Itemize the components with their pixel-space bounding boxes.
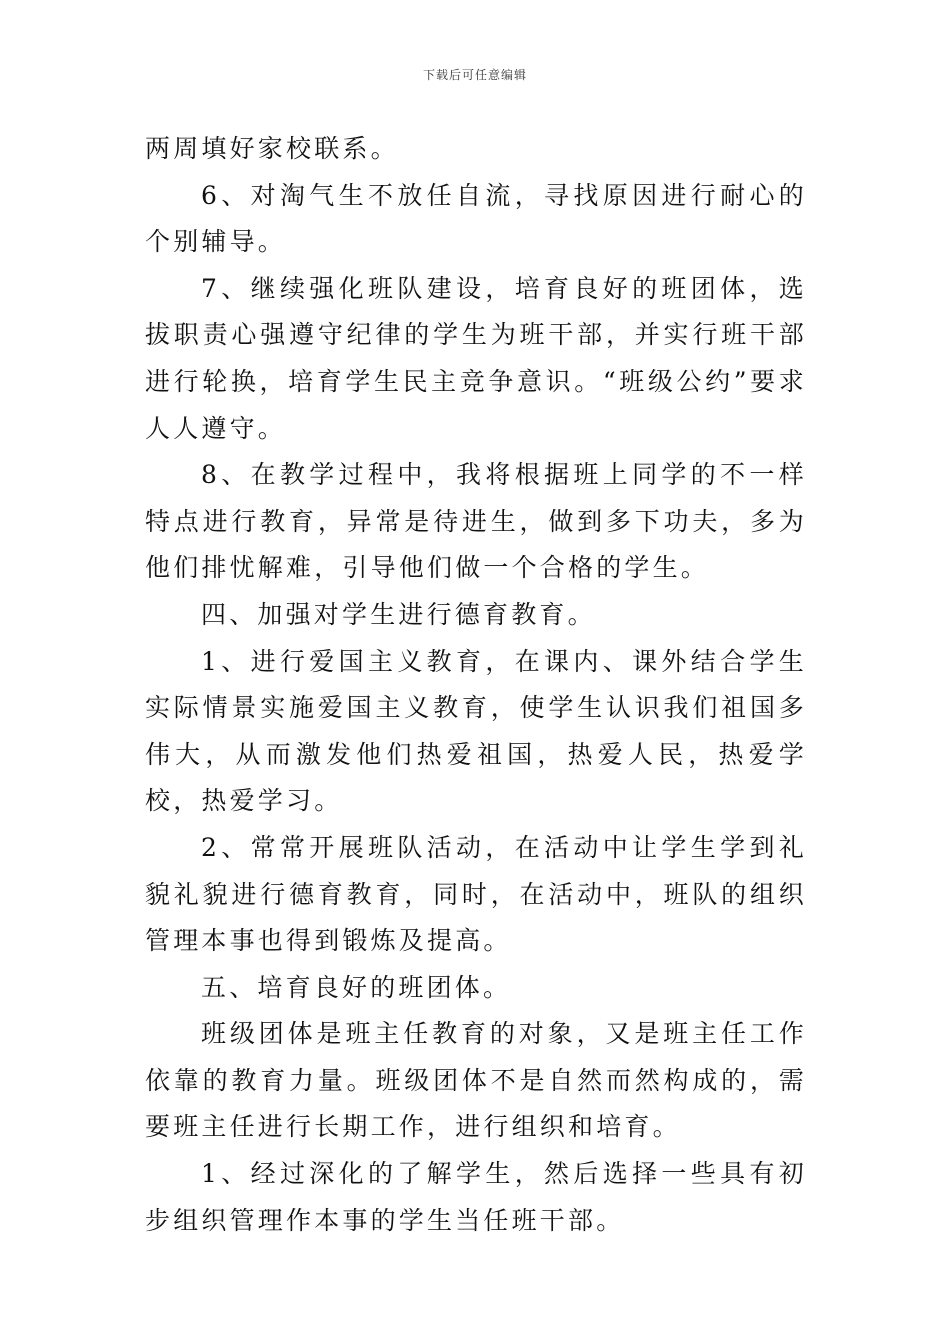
page-header: 下载后可任意编辑 bbox=[422, 68, 527, 82]
paragraph: 班级团体是班主任教育的对象，又是班主任工作依靠的教育力量。班级团体不是自然而然构成的，需要班主任进行长期工作，进行组织和培育。 bbox=[145, 1019, 807, 1142]
document-body bbox=[145, 126, 807, 1244]
paragraph: 两周填好家校联系。 bbox=[145, 134, 399, 163]
section-heading: 五、培育良好的班团体。 bbox=[201, 972, 512, 1002]
paragraph: 1、经过深化的了解学生，然后选择一些具有初步组织管理作本事的学生当任班干部。 bbox=[145, 1159, 807, 1235]
paragraph: 7、继续强化班队建设，培育良好的班团体，选拔职责心强遵守纪律的学生为班干部，并实行班干部进行轮换，培育学生民主竞争意识。“班级公约”要求人人遵守。 bbox=[145, 273, 807, 443]
paragraph: 8、在教学过程中，我将根据班上同学的不一样特点进行教育，异常是待进生，做到多下功夫，多为他们排忧解难，引导他们做一个合格的学生。 bbox=[145, 460, 807, 583]
paragraph: 6、对淘气生不放任自流，寻找原因进行耐心的个别辅导。 bbox=[145, 180, 807, 257]
paragraph: 2、常常开展班队活动，在活动中让学生学到礼貌礼貌进行德育教育，同时，在活动中，班队的组织管理本事也得到锻炼及提高。 bbox=[145, 832, 807, 956]
paragraph: 1、进行爱国主义教育，在课内、课外结合学生实际情景实施爱国主义教育，使学生认识我们祖国多伟大，从而激发他们热爱祖国，热爱人民，热爱学校，热爱学习。 bbox=[145, 646, 807, 816]
section-heading: 四、加强对学生进行德育教育。 bbox=[201, 599, 596, 629]
